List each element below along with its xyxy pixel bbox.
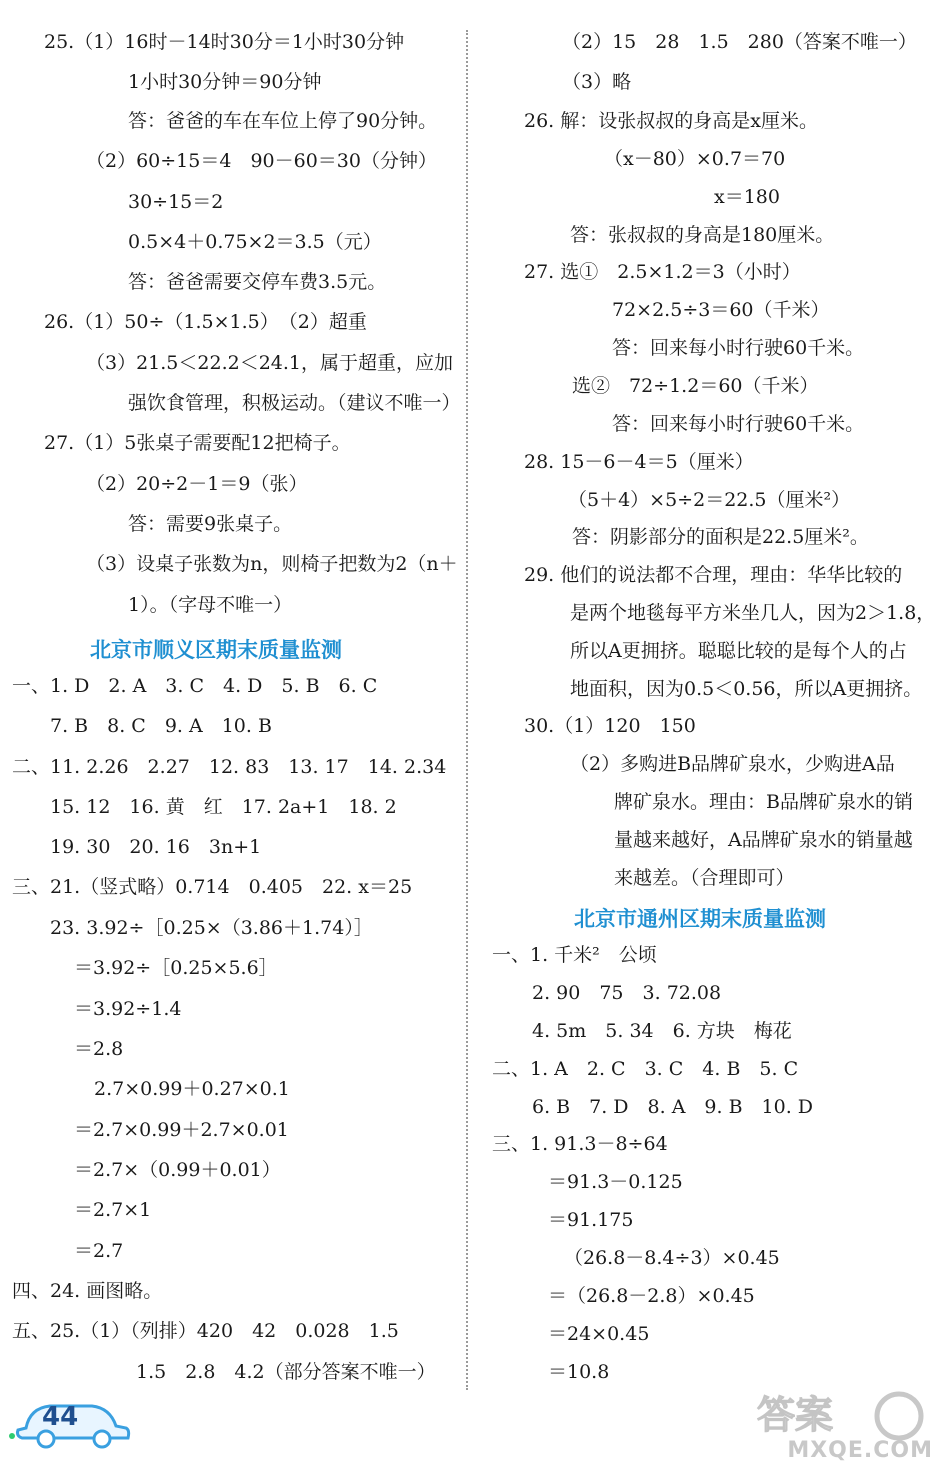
answer-line: 答：爸爸的车在车位上停了90分钟。 [128, 110, 438, 132]
answer-line: 27. 选① 2.5×1.2＝3（小时） [524, 261, 801, 283]
answer-line: 30.（1）120 150 [524, 715, 696, 737]
section-heading: 北京市顺义区期末质量监测 [90, 638, 342, 662]
answer-line: 0.5×4＋0.75×2＝3.5（元） [128, 231, 382, 253]
column-divider [466, 30, 468, 1390]
answer-line: 量越来越好，A品牌矿泉水的销量越 [614, 829, 913, 851]
answer-line: （2）多购进B品牌矿泉水，少购进A品 [570, 753, 895, 775]
section-heading: 北京市通州区期末质量监测 [574, 907, 826, 931]
answer-line: ＝2.7×（0.99＋0.01） [74, 1159, 281, 1181]
answer-line: ＝2.8 [74, 1038, 124, 1060]
answer-line: 牌矿泉水。理由：B品牌矿泉水的销 [614, 791, 913, 813]
answer-line: 1.5 2.8 4.2（部分答案不唯一） [136, 1361, 436, 1383]
answer-line: 答：回来每小时行驶60千米。 [612, 413, 865, 435]
answer-line: 一、1. D 2. A 3. C 4. D 5. B 6. C [12, 675, 378, 697]
answer-line: ＝10.8 [548, 1361, 610, 1383]
answer-line: ＝2.7×1 [74, 1199, 152, 1221]
answer-line: 25.（1）16时－14时30分＝1小时30分钟 [44, 31, 405, 53]
answer-line: 强饮食管理，积极运动。（建议不唯一） [128, 392, 461, 414]
answer-line: 二、1. A 2. C 3. C 4. B 5. C [492, 1058, 799, 1080]
answer-line: 是两个地毯每平方米坐几人，因为2＞1.8， [570, 602, 936, 624]
answer-line: 答：爸爸需要交停车费3.5元。 [128, 271, 387, 293]
answer-line: 所以A更拥挤。聪聪比较的是每个人的占 [570, 640, 907, 662]
answer-line: （2）60÷15＝4 90－60＝30（分钟） [86, 150, 437, 172]
answer-line: ＝3.92÷［0.25×5.6］ [74, 957, 278, 979]
answer-line: 答：需要9张桌子。 [128, 513, 293, 535]
answer-line: 四、24. 画图略。 [12, 1280, 163, 1302]
answer-line: 7. B 8. C 9. A 10. B [50, 715, 272, 737]
answer-line: （2）15 28 1.5 280（答案不唯一） [562, 31, 917, 53]
answer-line: 19. 30 20. 16 3n+1 [50, 836, 262, 858]
answer-line: ＝2.7×0.99＋2.7×0.01 [74, 1119, 289, 1141]
answer-line: 27.（1）5张桌子需要配12把椅子。 [44, 432, 351, 454]
answer-line: （26.8－8.4÷3）×0.45 [564, 1247, 780, 1269]
page-number: 44 [42, 1402, 79, 1432]
answer-line: 答：张叔叔的身高是180厘米。 [570, 224, 835, 246]
answer-line: 1小时30分钟＝90分钟 [128, 71, 322, 93]
answer-line: 23. 3.92÷［0.25×（3.86＋1.74）］ [50, 917, 373, 939]
answer-line: 二、11. 2.26 2.27 12. 83 13. 17 14. 2.34 [12, 756, 447, 778]
answer-line: 26.（1）50÷（1.5×1.5） （2）超重 [44, 311, 367, 333]
answer-line: ＝91.175 [548, 1209, 634, 1231]
answer-line: 4. 5m 5. 34 6. 方块 梅花 [532, 1020, 792, 1042]
answer-line: 来越差。（合理即可） [614, 867, 795, 889]
answer-line: 6. B 7. D 8. A 9. B 10. D [532, 1096, 814, 1118]
svg-text:答案: 答案 [757, 1393, 834, 1437]
answer-line: 答：回来每小时行驶60千米。 [612, 337, 865, 359]
answer-line: （5＋4）×5÷2＝22.5（厘米²） [568, 489, 851, 511]
answer-line: 五、25.（1）（列排）420 42 0.028 1.5 [12, 1320, 399, 1342]
answer-line: 1）。（字母不唯一） [128, 594, 293, 616]
answer-line: ＝（26.8－2.8）×0.45 [548, 1285, 755, 1307]
answer-line: 选② 72÷1.2＝60（千米） [572, 375, 819, 397]
answer-line: （x－80）×0.7＝70 [604, 148, 786, 170]
answer-line: 2. 90 75 3. 72.08 [532, 982, 722, 1004]
answer-line: 72×2.5÷3＝60（千米） [612, 299, 830, 321]
answer-line: x＝180 [714, 186, 780, 208]
answer-line: 15. 12 16. 黄 红 17. 2a+1 18. 2 [50, 796, 397, 818]
answer-line: ＝3.92÷1.4 [74, 998, 182, 1020]
answer-line: 三、21.（竖式略）0.714 0.405 22. x＝25 [12, 876, 413, 898]
answer-line: 一、1. 千米² 公顷 [492, 944, 657, 966]
answer-line: 28. 15－6－4＝5（厘米） [524, 451, 754, 473]
watermark-text: MXQE.COM [787, 1438, 933, 1463]
answer-line: （2）20÷2－1＝9（张） [86, 473, 308, 495]
answer-line: 26. 解：设张叔叔的身高是x厘米。 [524, 110, 818, 132]
answer-line: 29. 他们的说法都不合理，理由：华华比较的 [524, 564, 903, 586]
answer-line: 2.7×0.99＋0.27×0.1 [94, 1078, 290, 1100]
answer-line: 30÷15＝2 [128, 191, 224, 213]
answer-line: 答：阴影部分的面积是22.5厘米²。 [572, 526, 869, 548]
answer-line: （3）21.5＜22.2＜24.1，属于超重，应加 [86, 352, 454, 374]
answer-line: 三、1. 91.3－8÷64 [492, 1133, 668, 1155]
answer-line: （3）略 [562, 71, 632, 93]
answer-line: ＝24×0.45 [548, 1323, 650, 1345]
answer-line: （3）设桌子张数为n，则椅子把数为2（n＋ [86, 553, 458, 575]
answer-line: ＝2.7 [74, 1240, 124, 1262]
answer-line: 地面积，因为0.5＜0.56，所以A更拥挤。 [570, 678, 923, 700]
answer-line: ＝91.3－0.125 [548, 1171, 683, 1193]
